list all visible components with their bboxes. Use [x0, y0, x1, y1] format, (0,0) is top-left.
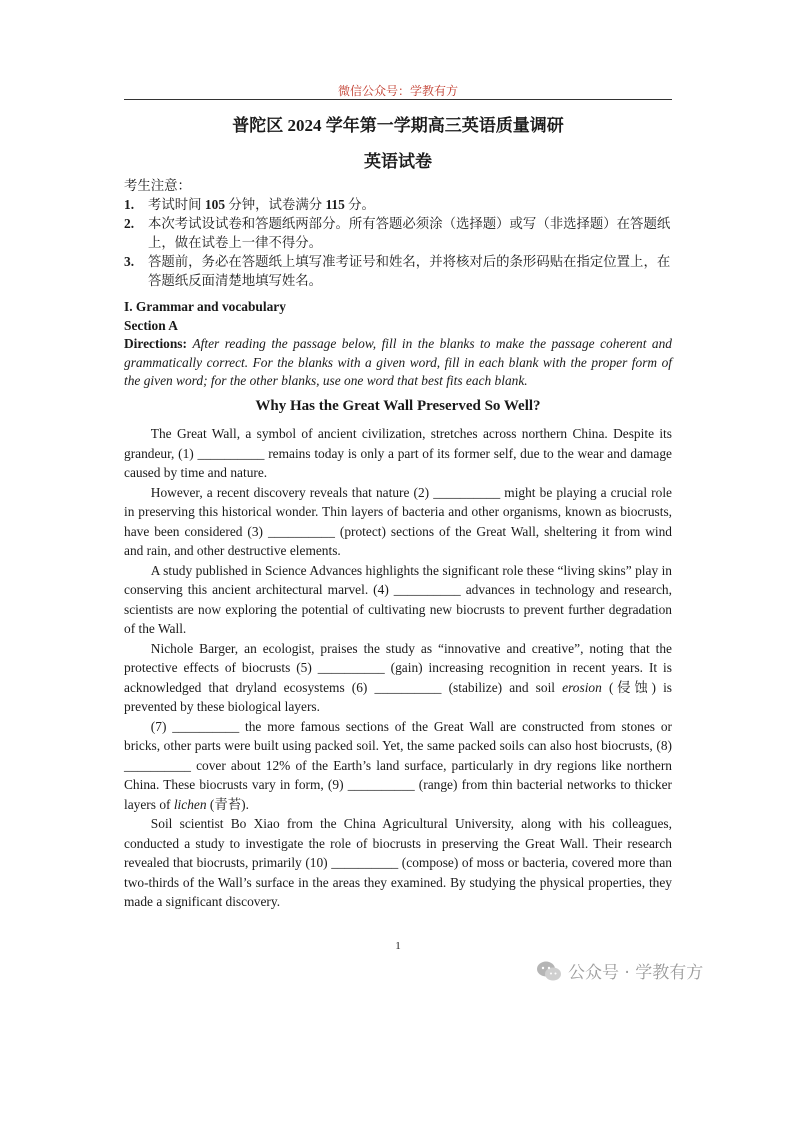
paragraph	[124, 814, 672, 912]
paragraph	[124, 424, 672, 483]
wechat-icon	[536, 960, 562, 982]
note-item	[124, 252, 672, 290]
blank-9: __________	[347, 777, 415, 792]
text-run: might be playing a crucial role in preserving this historical wonder. Thin layers of bacteria and other organisms, known as biocrusts, have been considered (3)	[124, 484, 672, 539]
note-text: 答题前，务必在答题纸上填写准考证号和姓名，并将核对后的条形码贴在指定位置上，在答题纸反面清楚地填写姓名。	[148, 254, 671, 288]
note-score: 115	[325, 197, 345, 212]
directions	[124, 335, 672, 391]
text-run: remains today is only a part of its former self, due to the wear and damage caused by time and nature.	[124, 445, 672, 480]
page-title: 普陀区 2024 学年第一学期高三英语质量调研	[232, 116, 564, 135]
blank-10: __________	[331, 855, 399, 870]
note-item	[124, 195, 672, 214]
header-source: 微信公众号：学教有方	[337, 84, 458, 98]
blank-3: __________	[267, 523, 335, 539]
note-text	[148, 195, 672, 214]
watermark	[536, 958, 703, 983]
blank-1: __________	[197, 445, 265, 461]
text-run: (7)	[150, 718, 173, 734]
text-run: A study published in Science Advances highlights the significant role these “living skins” play in conserving this ancient architectural marvel. (4)	[124, 562, 672, 597]
text-run: advances in technology and research, scientists are now exploring the potential of cultivating new biocrusts to prevent further degradation of the Wall.	[124, 582, 672, 636]
paragraph	[124, 717, 672, 815]
note-number: 1.	[124, 197, 135, 212]
note-text: 本次考试设试卷和答题纸两部分。所有答题必须涂（选择题）或写（非选择题）在答题纸上，做在试卷上一律不得分。	[148, 216, 671, 250]
text-run: .	[245, 796, 249, 812]
note-text-part: 分钟，试卷满分	[225, 197, 326, 212]
note-duration: 105	[204, 197, 226, 212]
text-run: (stabilize) and soil	[441, 679, 563, 695]
text-run: However, a recent discovery reveals that nature (2)	[150, 484, 434, 500]
blank-7: __________	[172, 718, 240, 734]
blank-5: __________	[317, 660, 385, 675]
blank-8: __________	[124, 757, 191, 773]
section-title: Section A	[124, 317, 178, 333]
blank-2: __________	[433, 484, 501, 500]
directions-text: After reading the passage below, fill in the blanks to make the passage coherent and grammatically correct. For the blanks with a given word, fill in each blank with the proper form of the given word; for the other blanks, use one word that best fits each blank.	[124, 336, 672, 388]
term-erosion: erosion	[562, 679, 602, 695]
passage-title: Why Has the Great Wall Preserved So Well?	[255, 398, 541, 414]
note-item	[124, 214, 672, 252]
note-text-part: 考试时间	[148, 197, 205, 212]
watermark-text: 公众号 · 学教有方	[568, 963, 704, 983]
text-run: The Great Wall, a symbol of ancient civilization, stretches across northern China. Despite its grandeur, (1)	[124, 426, 672, 461]
gloss: (青苔)	[206, 796, 246, 812]
paragraph	[124, 639, 672, 717]
text-run: is prevented by these biological layers.	[124, 679, 672, 714]
text-run: (gain) increasing recognition in recent years. It is acknowledged that dryland ecosystems (6)	[124, 660, 672, 695]
header-rule	[124, 99, 672, 100]
text-run: the more famous sections of the Great Wall are constructed from stones or bricks, other parts were built using packed soil. Yet, the same packed soils can also host biocrusts, (8)	[124, 718, 672, 753]
page-number: 1	[395, 940, 401, 952]
text-run: Soil scientist Bo Xiao from the China Agricultural University, along with his colleagues, conducted a study to investigate the role of biocrusts in preserving the Great Wall. Their research revealed that biocrusts, primarily (10)	[124, 816, 672, 870]
passage	[124, 424, 672, 912]
text-run: (protect) sections of the Great Wall, sheltering it from wind and rain, and other destructive elements.	[124, 523, 672, 558]
blank-6: __________	[374, 679, 442, 695]
text-run: Nichole Barger, an ecologist, praises the study as “innovative and creative”, noting that the protective effects of biocrusts (5)	[124, 640, 672, 675]
paragraph	[124, 483, 672, 561]
gloss: (侵蚀)	[601, 679, 656, 695]
exam-notes	[124, 176, 672, 290]
text-run: (compose) of moss or bacteria, covered more than two-thirds of the Wall’s surface in the areas they examined. By studying the physical properties, they made a significant discovery.	[124, 855, 672, 909]
directions-label: Directions:	[124, 336, 187, 351]
page-subtitle: 英语试卷	[364, 152, 432, 171]
part-title: I. Grammar and vocabulary	[124, 299, 286, 314]
note-number: 3.	[124, 254, 135, 269]
text-run: cover about 12% of the Earth’s land surface, particularly in dry regions like northern China. These biocrusts vary in form, (9)	[124, 757, 672, 792]
text-run: (range) from thin bacterial networks to thicker layers of	[124, 777, 672, 812]
note-text-part: 分。	[344, 197, 375, 212]
section-header	[124, 298, 672, 391]
notes-heading: 考生注意：	[124, 178, 191, 193]
blank-4: __________	[393, 582, 461, 597]
term-lichen: lichen	[173, 796, 207, 812]
note-number: 2.	[124, 216, 135, 231]
paragraph	[124, 561, 672, 639]
